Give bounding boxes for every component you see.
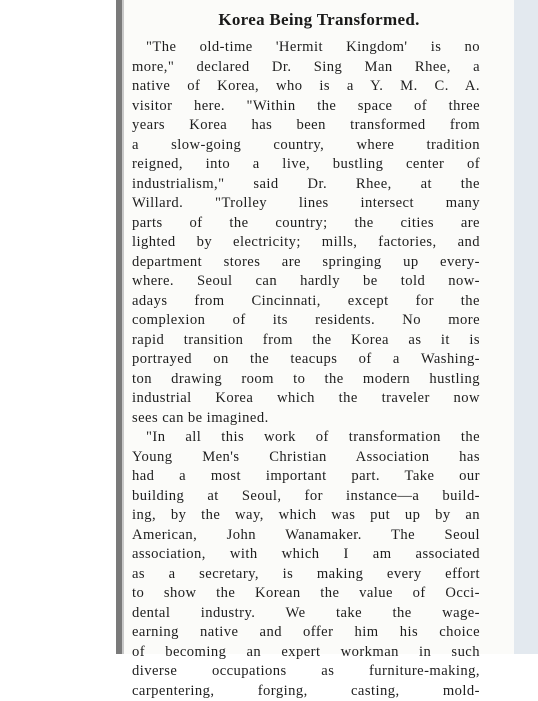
article-line: native of Korea, who is a Y. M. C. A. <box>132 77 480 97</box>
article-line: department stores are springing up every- <box>132 253 480 273</box>
article-line: more," declared Dr. Sing Man Rhee, a <box>132 58 480 78</box>
article-line: visitor here. "Within the space of three <box>132 97 480 117</box>
article-line: adays from Cincinnati, except for the <box>132 292 480 312</box>
article-headline: Korea Being Transformed. <box>124 10 514 30</box>
article-line: where. Seoul can hardly be told now- <box>132 272 480 292</box>
article-line: reigned, into a live, bustling center of <box>132 155 480 175</box>
article-line: had a most important part. Take our <box>132 467 480 487</box>
article-line: Young Men's Christian Association has <box>132 448 480 468</box>
article-line: diverse occupations as furniture-making, <box>132 662 480 682</box>
article-line: portrayed on the teacups of a Washing- <box>132 350 480 370</box>
article-line: a slow-going country, where tradition <box>132 136 480 156</box>
article-line: ton drawing room to the modern hustling <box>132 370 480 390</box>
article-line: Willard. "Trolley lines intersect many <box>132 194 480 214</box>
article-line: association, with which I am associated <box>132 545 480 565</box>
article-line: parts of the country; the cities are <box>132 214 480 234</box>
article-line: lighted by electricity; mills, factories, and <box>132 233 480 253</box>
article-line: dental industry. We take the wage- <box>132 604 480 624</box>
article-line: complexion of its residents. No more <box>132 311 480 331</box>
article-line: ing, by the way, which was put up by an <box>132 506 480 526</box>
article-line: industrialism," said Dr. Rhee, at the <box>132 175 480 195</box>
page-margin-left <box>0 0 116 654</box>
article-line: "The old-time 'Hermit Kingdom' is no <box>132 38 480 58</box>
article-line: "In all this work of transformation the <box>132 428 480 448</box>
viewer-background <box>514 0 538 654</box>
article-line: carpentering, forging, casting, mold- <box>132 682 480 701</box>
article-line: American, John Wanamaker. The Seoul <box>132 526 480 546</box>
article-line: as a secretary, is making every effort <box>132 565 480 585</box>
article-line: rapid transition from the Korea as it is <box>132 331 480 351</box>
article-line: of becoming an expert workman in such <box>132 643 480 663</box>
article-line: to show the Korean the value of Occi- <box>132 584 480 604</box>
newspaper-column <box>124 0 514 654</box>
article-line: years Korea has been transformed from <box>132 116 480 136</box>
article-line: building at Seoul, for instance—a build- <box>132 487 480 507</box>
article-line: sees can be imagined. <box>132 409 480 429</box>
article-line: earning native and offer him his choice <box>132 623 480 643</box>
article-line: industrial Korea which the traveler now <box>132 389 480 409</box>
article-body <box>132 38 480 701</box>
